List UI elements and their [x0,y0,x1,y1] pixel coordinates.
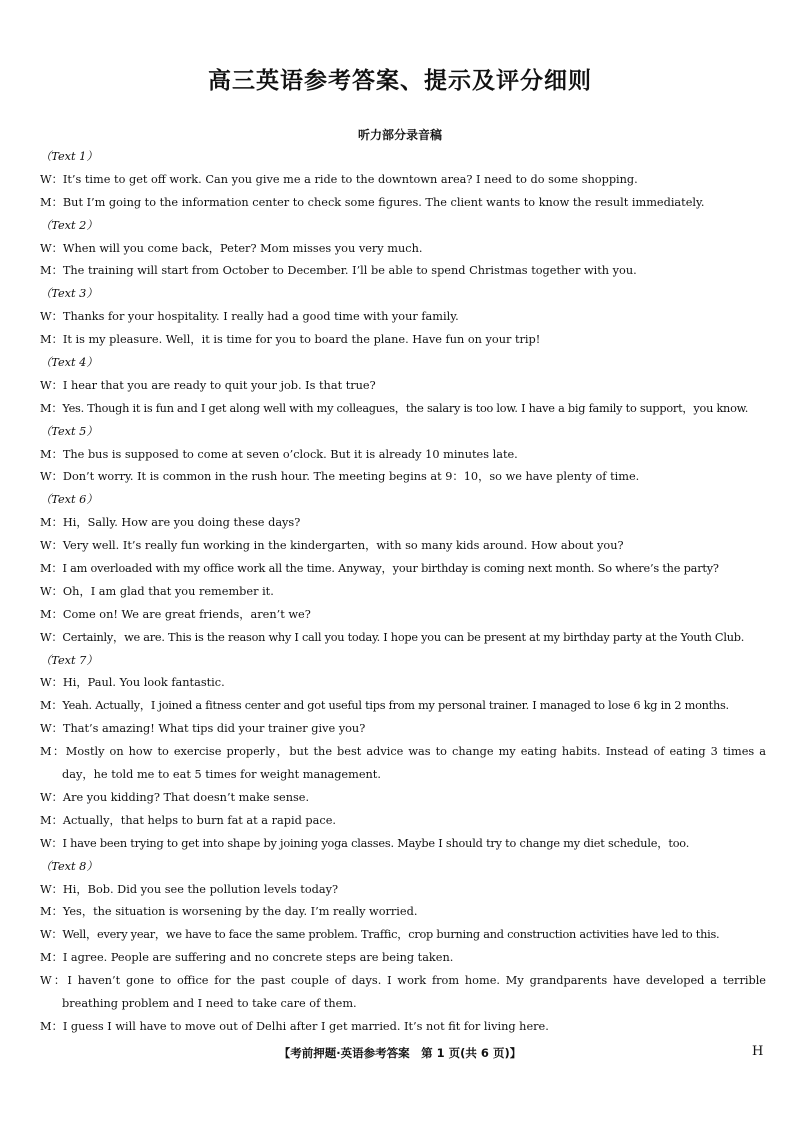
dialogue-line: M：Actually，that helps to burn fat at a rapid pace. [40,813,336,827]
dialogue-line: M：It is my pleasure. Well，it is time for you to board the plane. Have fun on your trip! [40,333,541,347]
text-marker: （Text 7） [40,653,98,667]
dialogue-line: M：Come on! We are great friends，aren’t we? [40,607,311,621]
transcript-body [40,146,766,1039]
page-title: 高三英语参考答案、提示及评分细则 [208,68,592,94]
dialogue-line: M：Yes，the situation is worsening by the day. I’m really worried. [40,905,418,919]
dialogue-line: W：Don’t worry. It is common in the rush hour. The meeting begins at 9：10，so we have plenty of time. [40,470,640,484]
text-marker: （Text 1） [40,150,98,163]
dialogue-line: W：Thanks for your hospitality. I really had a good time with your family. [40,310,459,324]
section-title: 听力部分录音稿 [357,128,442,142]
dialogue-line: W：Well，every year，we have to face the same problem. Traffic，crop burning and construction activities have led to this. [40,928,720,942]
dialogue-line: W：Hi，Paul. You look fantastic. [40,676,225,690]
dialogue-line: M：Mostly on how to exercise properly，but the best advice was to change my eating habits. Instead of eating 3 times a day，he told me to eat 5 times for weight management. [40,745,766,782]
dialogue-line: W：That’s amazing! What tips did your trainer give you? [40,722,366,736]
text-marker: （Text 3） [40,287,98,301]
dialogue-line: M：I guess I will have to move out of Delhi after I get married. It’s not fit for living here. [40,1019,549,1033]
dialogue-line: W：I have been trying to get into shape by joining yoga classes. Maybe I should try to change my diet schedule，too. [40,836,690,850]
dialogue-line: M：Hi，Sally. How are you doing these days? [40,516,301,530]
dialogue-line: W：Hi，Bob. Did you see the pollution levels today? [40,882,339,896]
dialogue-line: W：Are you kidding? That doesn’t make sense. [40,790,310,804]
dialogue-line: M：But I’m going to the information center to check some figures. The client wants to know the result immediately. [40,195,705,209]
text-marker: （Text 6） [40,493,98,507]
dialogue-line: W：It’s time to get off work. Can you give me a ride to the downtown area? I need to do some shopping. [40,172,638,186]
dialogue-line: W：Certainly，we are. This is the reason why I call you today. I hope you can be present at my birthday party at the Youth Club. [40,630,745,644]
dialogue-line: W：Oh，I am glad that you remember it. [40,584,274,598]
dialogue-line: M：The training will start from October to December. I’ll be able to spend Christmas together with you. [40,264,637,278]
dialogue-line: M：Yeah. Actually，I joined a fitness center and got useful tips from my personal trainer. I managed to lose 6 kg in 2 months. [40,699,729,713]
dialogue-line: M：I am overloaded with my office work all the time. Anyway，your birthday is coming next month. So where’s the party? [40,562,719,576]
text-marker: （Text 8） [40,859,98,873]
dialogue-line: M：Yes. Though it is fun and I get along well with my colleagues，the salary is too low. I have a big family to support，you know. [40,401,749,415]
footer-code: H [752,1044,764,1059]
text-marker: （Text 2） [40,218,98,232]
dialogue-line: W：I hear that you are ready to quit your job. Is that true? [40,378,376,392]
dialogue-line: M：The bus is supposed to come at seven o’clock. But it is already 10 minutes late. [40,447,518,461]
dialogue-line: W：When will you come back，Peter? Mom misses you very much. [40,241,423,255]
dialogue-line: W：Very well. It’s really fun working in the kindergarten，with so many kids around. How about you? [40,539,624,553]
dialogue-line: W：I haven’t gone to office for the past couple of days. I work from home. My grandparents have developed a terrible breathing problem and I need to take care of them. [40,974,766,1010]
page-footer: 【考前押题·英语参考答案 第 1 页(共 6 页)】 [278,1046,522,1060]
text-marker: （Text 4） [40,356,98,370]
dialogue-line: M：I agree. People are suffering and no concrete steps are being taken. [40,951,454,965]
text-marker: （Text 5） [40,424,98,438]
